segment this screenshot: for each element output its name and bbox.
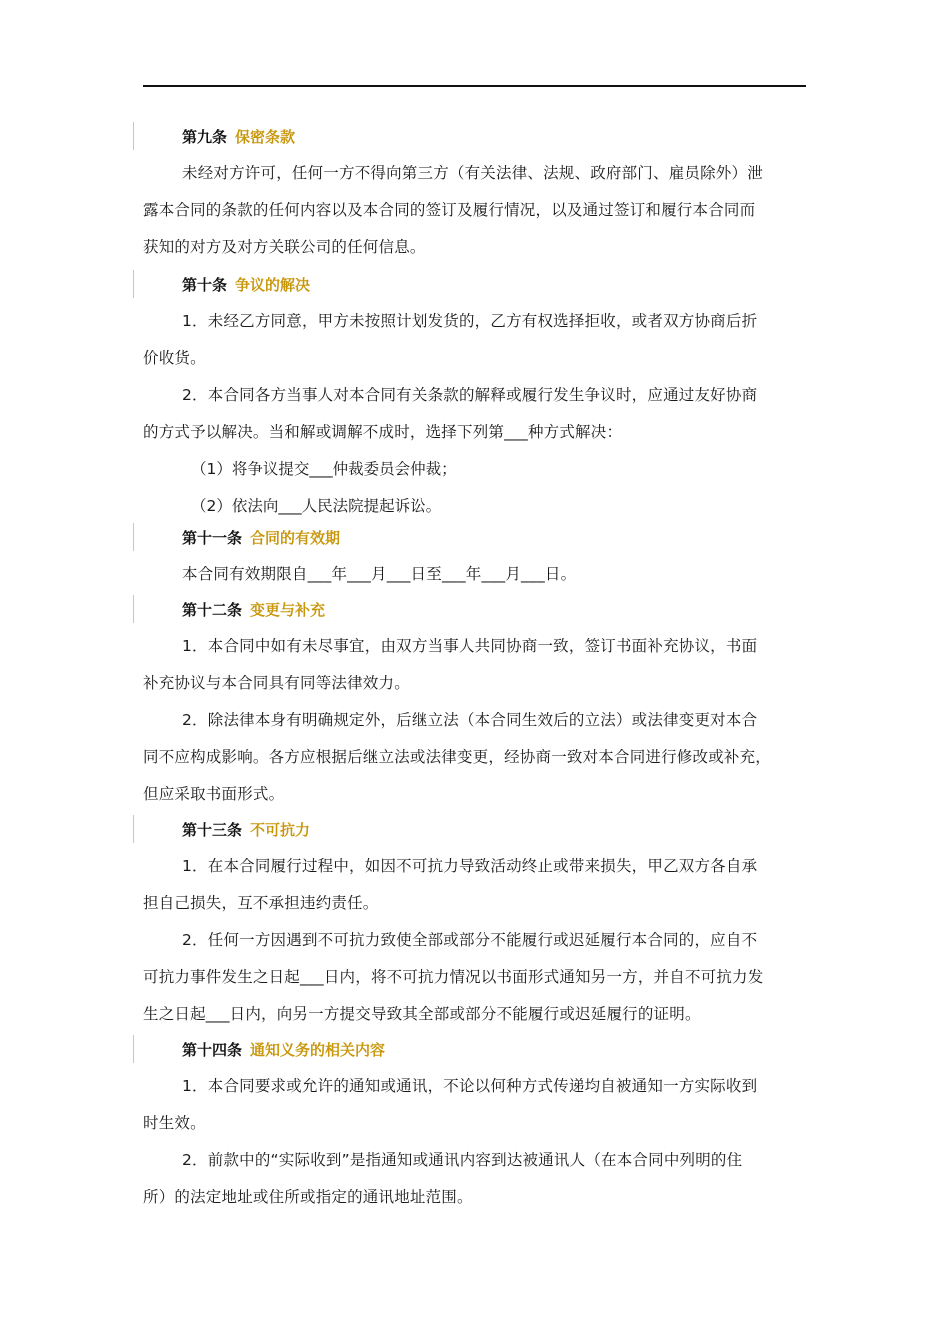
option-item: （1）将争议提交___仲裁委员会仲裁； [191,460,457,478]
section-title: 争议的解决 [235,276,311,294]
margin-marker [133,1035,134,1063]
section-13 [143,820,806,1033]
paragraph: 1．本合同中如有未尽事宜，由双方当事人共同协商一致，签订书面补充协议，书面 补充协议与本合同具有同等法律效力。 [143,637,758,692]
paragraph: 2．除法律本身有明确规定外，后继立法（本合同生效后的立法）或法律变更对本合 同不应构成影响。各方应根据后继立法或法律变更，经协商一致对本合同进行修改或补充， 但应采取书面形式。 [143,711,772,803]
paragraph: 2．任何一方因遇到不可抗力致使全部或部分不能履行或迟延履行本合同的，应自不 可抗力事件发生之日起___日内，将不可抗力情况以书面形式通知另一方，并自不可抗力发 生之日起___日内，向另一方提交导致其全部或部分不能履行或迟延履行的证明。 [143,931,764,1023]
section-number: 第十四条 [182,1041,243,1059]
paragraph: 1．在本合同履行过程中，如因不可抗力导致活动终止或带来损失，甲乙双方各自承 担自己损失，互不承担违约责任。 [143,857,758,912]
section-number: 第十一条 [182,529,243,547]
paragraph: 1．未经乙方同意，甲方未按照计划发货的，乙方有权选择拒收，或者双方协商后折 价收货。 [143,312,758,367]
section-title: 不可抗力 [250,821,311,839]
section-heading [143,127,806,147]
section-10 [143,275,806,525]
section-9 [143,127,806,266]
paragraph: 未经对方许可，任何一方不得向第三方（有关法律、法规、政府部门、雇员除外）泄 露本合同的条款的任何内容以及本合同的签订及履行情况，以及通过签订和履行本合同而 获知的对方及对方关联公司的任何信息。 [143,164,763,256]
section-number: 第十三条 [182,821,243,839]
margin-marker [133,815,134,843]
section-12 [143,600,806,813]
section-title: 通知义务的相关内容 [250,1041,386,1059]
margin-marker [133,523,134,551]
section-heading [143,1040,806,1060]
section-title: 保密条款 [235,128,296,146]
paragraph: 2．前款中的“实际收到”是指通知或通讯内容到达被通讯人（在本合同中列明的住 所）的法定地址或住所或指定的通讯地址范围。 [143,1151,743,1206]
section-heading [143,600,806,620]
section-number: 第十条 [182,276,228,294]
paragraph: 1．本合同要求或允许的通知或通讯，不论以何种方式传递均自被通知一方实际收到 时生效。 [143,1077,758,1132]
paragraph: 2．本合同各方当事人对本合同有关条款的解释或履行发生争议时，应通过友好协商 的方式予以解决。当和解或调解不成时，选择下列第___种方式解决： [143,386,758,441]
paragraph: 本合同有效期限自___年___月___日至___年___月___日。 [182,565,577,583]
section-11 [143,528,806,593]
margin-marker [133,595,134,623]
margin-marker [133,122,134,150]
section-number: 第九条 [182,128,228,146]
margin-marker [133,270,134,298]
section-heading [143,528,806,548]
option-item: （2）依法向___人民法院提起诉讼。 [191,497,442,515]
section-heading [143,820,806,840]
section-title: 合同的有效期 [250,529,341,547]
section-heading [143,275,806,295]
section-number: 第十二条 [182,601,243,619]
section-title: 变更与补充 [250,601,326,619]
section-14 [143,1040,806,1216]
header-rule [143,85,806,87]
